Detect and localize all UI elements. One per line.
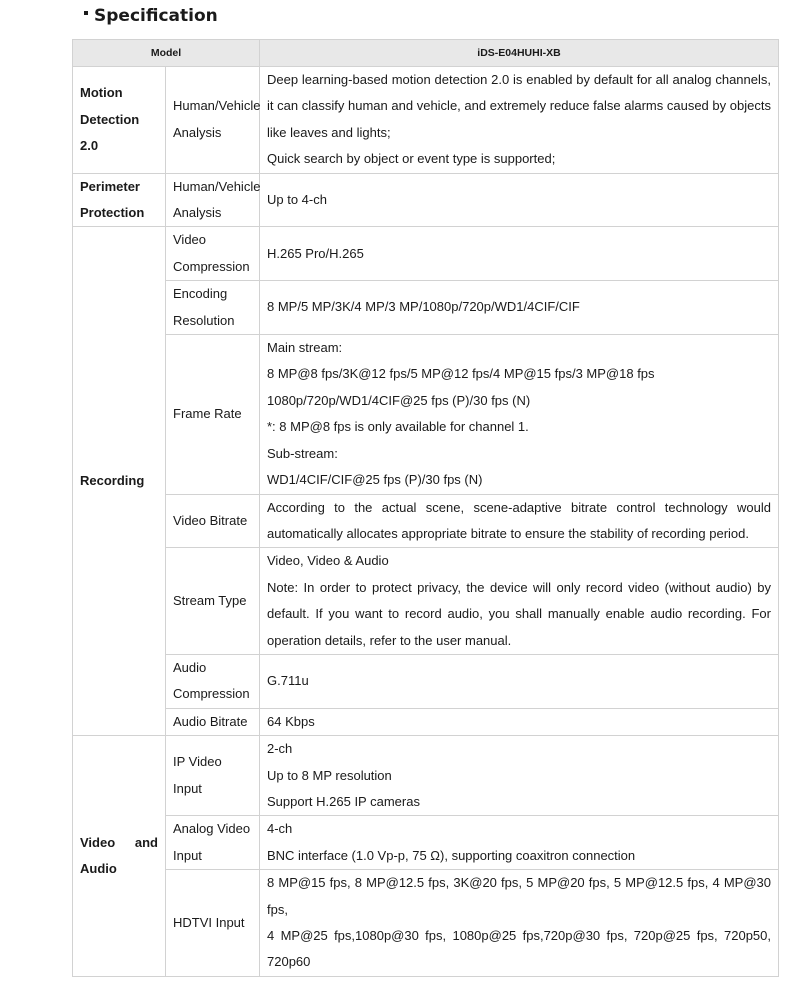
row-label: Audio Compression	[166, 654, 260, 708]
table-row	[73, 281, 779, 335]
row-value	[260, 548, 779, 655]
value-line: 64 Kbps	[267, 713, 315, 729]
row-label: Stream Type	[166, 548, 260, 655]
value-line: 2-ch	[267, 741, 293, 757]
row-value	[260, 816, 779, 870]
value-line: default. If you want to record audio, you shall manually enable audio recording. For	[267, 606, 771, 622]
value-line: WD1/4CIF/CIF@25 fps (P)/30 fps (N)	[267, 472, 483, 488]
row-value	[260, 654, 779, 708]
value-line: Up to 4-ch	[267, 191, 327, 207]
value-line: 4-ch	[267, 821, 293, 837]
value-line: 1080p/720p/WD1/4CIF@25 fps (P)/30 fps (N)	[267, 392, 531, 408]
category-recording: Recording	[73, 227, 166, 736]
value-line: Note: In order to protect privacy, the device will only record video (without audio) by	[267, 579, 771, 595]
value-line: According to the actual scene, scene-adaptive bitrate control technology would	[267, 499, 771, 515]
table-row	[73, 494, 779, 548]
row-label: Encoding Resolution	[166, 281, 260, 335]
page-title	[84, 6, 218, 26]
table-row	[73, 335, 779, 494]
table-row	[73, 227, 779, 281]
value-line: 4 MP@25 fps,1080p@30 fps, 1080p@25 fps,720p@30 fps, 720p@25 fps, 720p50,	[267, 928, 771, 943]
row-value	[260, 281, 779, 335]
value-line: it can classify human and vehicle, and extremely reduce false alarms caused by objects	[267, 98, 771, 114]
value-line: Quick search by object or event type is supported;	[267, 151, 556, 167]
specification-table	[72, 39, 779, 977]
value-line: Video, Video & Audio	[267, 553, 389, 569]
table-row	[73, 654, 779, 708]
value-line: 8 MP@8 fps/3K@12 fps/5 MP@12 fps/4 MP@15 fps/3 MP@18 fps	[267, 366, 655, 382]
value-line: Up to 8 MP resolution	[267, 767, 392, 783]
model-label: Model	[73, 40, 260, 67]
value-line: H.265 Pro/H.265	[267, 245, 364, 261]
value-line: Main stream:	[267, 340, 343, 356]
category-perimeter-protection: Perimeter Protection	[73, 173, 166, 227]
value-line: Sub-stream:	[267, 445, 338, 461]
row-label: Analog Video Input	[166, 816, 260, 870]
row-value	[260, 736, 779, 816]
row-label: Video Compression	[166, 227, 260, 281]
row-value	[260, 494, 779, 548]
value-line: automatically allocates appropriate bitrate to ensure the stability of recording period.	[267, 525, 749, 541]
row-label: Video Bitrate	[166, 494, 260, 548]
page-title-text: Specification	[94, 6, 218, 26]
row-value	[260, 227, 779, 281]
category-motion-detection: Motion Detection 2.0	[73, 67, 166, 174]
table-row	[73, 870, 779, 977]
row-label: Human/Vehicle Analysis	[166, 173, 260, 227]
value-line: 720p60	[267, 954, 311, 970]
table-row	[73, 736, 779, 816]
value-line: Support H.265 IP cameras	[267, 793, 420, 809]
table-row	[73, 816, 779, 870]
model-value: iDS-E04HUHI-XB	[260, 40, 779, 67]
row-label: Audio Bitrate	[166, 708, 260, 735]
row-value	[260, 708, 779, 735]
row-value	[260, 335, 779, 494]
row-value	[260, 173, 779, 227]
value-line: 8 MP/5 MP/3K/4 MP/3 MP/1080p/720p/WD1/4CIF/CIF	[267, 299, 580, 315]
value-line: operation details, refer to the user manual.	[267, 632, 512, 648]
table-row	[73, 173, 779, 227]
value-line: 8 MP@15 fps, 8 MP@12.5 fps, 3K@20 fps, 5 MP@20 fps, 5 MP@12.5 fps, 4 MP@30 fps,	[267, 875, 771, 917]
value-line: *: 8 MP@8 fps is only available for channel 1.	[267, 419, 529, 435]
row-label: IP Video Input	[166, 736, 260, 816]
table-row	[73, 548, 779, 655]
value-line: Deep learning-based motion detection 2.0 is enabled by default for all analog channels,	[267, 72, 771, 87]
row-value	[260, 870, 779, 977]
value-line: like leaves and lights;	[267, 124, 391, 140]
table-header-row	[73, 40, 779, 67]
row-label: Human/Vehicle Analysis	[166, 67, 260, 174]
table-row	[73, 708, 779, 735]
bullet-icon	[84, 11, 88, 15]
category-video-and-audio: Video and Audio	[73, 736, 166, 977]
row-label: HDTVI Input	[166, 870, 260, 977]
row-label: Frame Rate	[166, 335, 260, 494]
value-line: BNC interface (1.0 Vp-p, 75 Ω), supporting coaxitron connection	[267, 847, 636, 863]
value-line: G.711u	[267, 673, 309, 689]
row-value	[260, 67, 779, 174]
table-row	[73, 67, 779, 174]
